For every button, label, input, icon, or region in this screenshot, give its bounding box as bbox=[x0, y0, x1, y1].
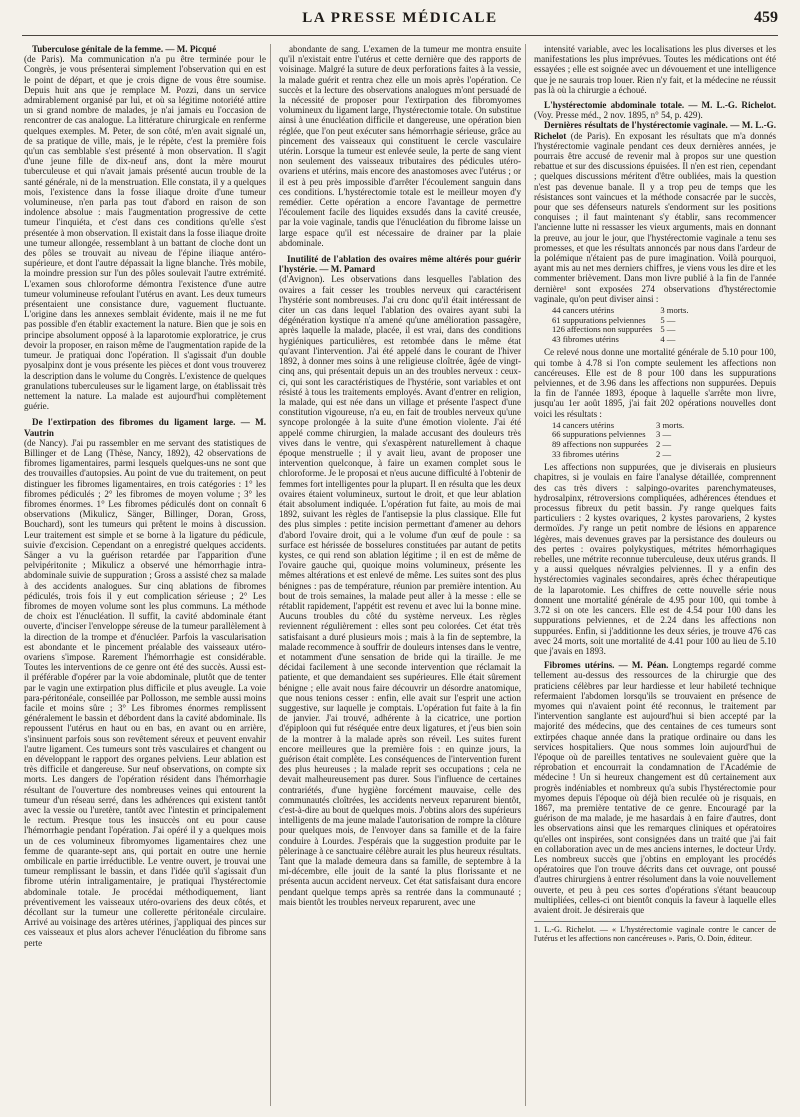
section-body: (d'Avignon). Les observations dans lesquelles l'ablation des ovaires a fait cesser les troubles nerveux qui caractérisent l'hystérie sont nombreuses. J'ai cru donc qu'il était intéressant de citer un cas dans lequel l'ablation des ovaires ayant subi la dégénération kystique n'a amené qu'une amélioration passagère, après laquelle la malade, placée, il est vrai, dans des conditions hygiéniques particulières, est retombée dans le même état qu'avant l'intervention. J'ai été appelé dans le courant de l'hiver 1892, à donner mes soins à une religieuse cloîtrée, âgée de vingt-cinq ans, qui présentait depuis un an des troubles nerveux : ceux-ci, qui sont les caractéristiques de l'hystérie, sont variables et ont résisté à tous les traitements employés. Avant d'entrer en religion, la malade, qui est née dans un village et présente l'aspect d'une constitution vigoureuse, n'a eu, en fait de troubles nerveux qu'une syncope prolongée à la suite d'une émotion violente. J'ai été appelé comme chirurgien, la malade accusant des douleurs très vives dans le ventre, qui s'exaspèrent naturellement à chaque époque menstruelle ; il y avait lieu, avant de proposer une intervention quelconque, à faire un examen complet sous le chloroforme. Je le proposai et n'eus aucune difficulté à l'obtenir de femmes fort intelligentes pour la plupart. Il en résulta que les deux ovaires étaient volumineux, surtout le droit, et que leur ablation était absolument indiquée. L'opération fut faite, au mois de mai 1892, suivant les règles de l'antisepsie la plus classique. Elle fut des plus simples : petite incision permettant d'amener au dehors d'abord l'ovaire droit, qui a le volume d'un œuf de poule : sa surface est hérissée de bosselures constituées par autant de petits kystes, ce qui rend son ablation légitime ; il en est de même de l'ovaire gauche qui, quoique moins volumineux, présente les mêmes altérations et est enlevé de même. Les suites sont des plus bénignes : pas de température, réunion par première intention. Au bout de trois semaines, la malade peut aller à la messe : elle se rétablit rapidement, l'appétit est revenu et avec lui la bonne mine. Aucuns troubles du côté du système nerveux. Les règles reviennent régulièrement : elles sont peu colorées. Cet état très satisfaisant a duré plusieurs mois ; mais à la fin de septembre, la malade recommence à souffrir de douleurs intenses dans le ventre, et notamment d'une sensation de bride qui la tiraille. Je me décidai facilement à une seconde intervention que réclamait la patiente, et que demandaient ses supérieures. Elle était sûrement bénigne ; elle avait nous faire découvrir un désordre anatomique, que nous tenions cesser : enfin, elle avait sur l'esprit une action suggestive, sur laquelle je comptais. L'opération fut faite à la fin de janvier. J'ai trouvé, adhérente à la cicatrice, une portion d'épiploon qui fut réséquée entre deux ligatures, et j'eus bien soin de la montrer à la malade après son réveil. Les suites furent encore meilleures que la première fois : en quinze jours, la guérison était complète. Les conséquences de l'intervention furent des plus heureuses ; la malade reprit ses occupations ; cela ne devait malheureusement pas durer. Sous l'influence de certaines contrariétés, d'une hygiène forcément mauvaise, celle des communautés cloîtrées, les accidents nerveux reparurent bientôt, c'est-à-dire au bout de quelques mois. J'obtins alors des supérieurs intelligents de ma jeune malade l'autorisation de rompre la clôture pour quelques mois, de l'envoyer dans sa famille et de la faire conduire à Lourdes. J'espérais que la suggestion produite par le pèlerinage à ce sanctuaire célèbre aurait les plus heureux résultats. Tant que la malade demeura dans sa famille, de septembre à la mi-décembre, elle jouit de la santé la plus florissante et ne présenta aucun accident nerveux. Cet état satisfaisant dura encore pendant quelque temps après sa rentrée dans la communauté ; mais bientôt les troubles nerveux reparurent, avec une bbox=[279, 274, 521, 907]
section-body: intensité variable, avec les localisations les plus diverses et les manifestations les plus imprévues. Toutes les médications ont été essayées ; elle est soignée avec un dévouement et une intelligence que je ne saurais trop louer. Rien n'y fait, et la médecine ne réussit pas là où la chirurgie a échoué. bbox=[534, 44, 776, 95]
section-heading: L'hystérectomie abdominale totale. — M. L.-G. Richelot. bbox=[544, 100, 776, 111]
section-body: (de Paris). Ma communication n'a pu être terminée pour le Congrès, je vous présenterai simplement l'observation qui en est le point de départ, et que je crois digne de vous être soumise. Depuis huit ans que je remplace M. Pozzi, dans un service admirablement organisé par lui, et où sa légitime notoriété attire un si grand nombre de malades, je n'ai jamais eu l'occasion de rencontrer de cas analogue. La littérature chirurgicale en renferme quelques exemples. M. Peter, de son côté, m'en avait signalé un, de sa pratique de ville, mais, je le répète, c'est la première fois qu'un cas semblable s'est présenté à mon observation. Il s'agit d'une jeune fille de dix-neuf ans, dont la mère mourut tuberculeuse et qui n'avait jamais présenté aucun trouble de la santé générale, ni de la menstruation. Elle constata, il y a quelques mois, l'existence dans la fosse iliaque droite d'une tumeur volumineuse, n'en parla pas tout d'abord en raison de son indolence absolue : mais l'augmentation progressive de cette tumeur l'inquiéta, et c'est dans ces conditions qu'elle s'est présentée à mon observation. Il existait dans la fosse iliaque droite une tumeur allongée, ressemblant à un battant de cloche dont un des pôles se trouvait au niveau de l'épine iliaque antéro-supérieure, et dont l'autre dépassait la ligne blanche. Très mobile, la moindre pression sur l'un des pôles soulevait l'autre extrémité. L'examen sous chloroforme démontra l'existence d'une autre tumeur volumineuse refoulant l'utérus en avant. Les deux tumeurs présentaient une consistance dure, vaguement fluctuante. L'origine dans les annexes semblait évidente, mais il ne me fut pas possible d'en établir exactement la nature. Bien que je sois en principe absolument opposé à la laparotomie exploratrice, je crus devoir la proposer, en raison même de l'augmentation rapide de la tumeur. Je pratiquai donc l'opération. Il s'agissait d'un double pyosalpinx dont je vous présente les pièces et dont vous trouverez la description dans le volume du Congrès. L'existence de quelques granulations tuberculeuses sur le ligament large, on établissait très nettement la nature. La malade est aujourd'hui complètement guérie. bbox=[24, 54, 266, 412]
section-heading: Dernières résultats de l'hystérectomie vaginale. — M. L.-G. Richelot bbox=[534, 120, 776, 141]
footnote: 1. L.-G. Richelot. — « L'hystérectomie vaginale contre le cancer de l'utérus et les affections non cancéreuses ». Paris, O. Doin, éditeur. bbox=[534, 921, 776, 943]
article-columns bbox=[24, 44, 776, 1106]
section-body: Les affections non suppurées, que je diviserais en plusieurs chapitres, si je voulais en faire l'analyse détaillée, comprennent des cas très divers : salpingo-ovarites parenchymateuses, hydrosalpinx, rétroversions compliquées, adhérences étendues et processus fibreux du petit bassin. J'y range quelques faits particuliers : 2 kystes ovariques, 2 kystes parovariens, 2 kystes dermoïdes. J'y range un petit nombre de lésions en apparence légères, mais devenues graves par la persistance des douleurs ou des pertes : ovaires polykystiques, métrites hémorrhagiques rebelles, une métrite reconnue tuberculeuse, deux utérus grands. Il y a aussi quelques névralgies pelviennes. Il y a enfin des hystérectomies vaginales secondaires, après échec thérapeutique de la laparotomie. Les chiffres de cette nouvelle série nous donnent une mortalité générale de 4.95 pour 100, qui tombe à 3.72 si on ote les cancers. Elle est de 4.54 pour 100 dans les suppurations pelviennes, et de 2.24 dans les affections non suppurées. Enfin, si j'additionne les deux séries, je trouve 476 cas avec 24 morts, soit une mortalité de 4.41 pour 100 au lieu de 5.10 que j'avais en 1893. bbox=[534, 462, 776, 656]
table-cell: 43 fibromes utérins bbox=[552, 333, 619, 344]
table-cell: 126 affections non suppurées bbox=[552, 324, 653, 335]
table-cell: 2 — bbox=[656, 448, 672, 459]
table-cell: 2 — bbox=[656, 439, 672, 450]
section-heading: Fibromes utérins. — M. Péan. bbox=[544, 660, 669, 671]
table-row bbox=[548, 335, 693, 345]
column-1 bbox=[24, 44, 271, 1106]
results-table-2 bbox=[548, 421, 688, 459]
table-cell: 61 suppurations pelviennes bbox=[552, 314, 646, 325]
section-heading: De l'extirpation des fibromes du ligament large. — M. Vautrin bbox=[24, 417, 266, 438]
table-cell: 5 — bbox=[660, 314, 676, 325]
header-rule bbox=[22, 35, 778, 36]
table-cell: 5 — bbox=[660, 324, 676, 335]
table-cell: 89 affections non suppurées bbox=[552, 439, 649, 450]
section-body: Ce relevé nous donne une mortalité générale de 5.10 pour 100, qui tombe à 4.78 si l'on compte seulement les affections non cancéreuses. Elle est de 8 pour 100 dans les suppurations pelviennes, et de 3.96 dans les affections non suppurées. Depuis la fin de l'année 1893, époque à laquelle s'arrête mon livre, jusqu'au 1er août 1895, j'ai fait 202 opérations nouvelles dont voici les résultats : bbox=[534, 347, 776, 419]
table-cell: 3 — bbox=[656, 429, 672, 440]
results-table-1 bbox=[548, 306, 693, 344]
section-body: abondante de sang. L'examen de la tumeur me montra ensuite qu'il n'existait entre l'utérus et cette dernière que des rapports de voisinage. Malgré la suture de deux perforations faites à la vessie, la malade guérit et rentra chez elle un mois après l'opération. Ce succès et la lecture des observations analogues m'ont persuadé de la nécessité de proposer pour l'extirpation des fibromyomes volumineux du ligament large, l'hystérectomie totale. On substitue ainsi à une énucléation difficile et dangereuse, une opération bien réglée, que l'on peut exécuter sans hémorrhagie sérieuse, grâce au pincement des vaisseaux qui constituent le cercle vasculaire utérin. Lorsque la tumeur est enlevée seule, la perte de sang vient non seulement des vaisseaux tributaires des pédicules utéro-ovariens et utérins, mais encore des anastomoses avec l'utérus ; or il est à peu près impossible d'arrêter l'écoulement sanguin dans ces conditions. L'hystérectomie totale est le meilleur moyen d'y remédier. Cette opération a encore l'avantage de permettre l'écoulement facile des liquides exsudés dans la cavité creusée, par la voie vaginale, tandis que l'énucléation du fibrome laisse un large espace qu'il est nécessaire de drainer par la plaie abdominale. bbox=[279, 44, 521, 248]
section-heading: Inutilité de l'ablation des ovaires même altérés pour guérir l'hystérie. — M. Pamard bbox=[279, 254, 521, 275]
table-cell: 44 cancers utérins bbox=[552, 305, 615, 316]
page-header bbox=[22, 6, 778, 36]
table-cell: 3 morts. bbox=[660, 305, 689, 316]
section-reference: (Voy. Presse méd., 2 nov. 1895, n° 54, p. 429). bbox=[534, 110, 703, 121]
table-cell: 3 morts. bbox=[656, 419, 685, 430]
section-body: Longtemps regardé comme tellement au-dessus des ressources de la chirurgie que des praticiens célèbres par leur hardiesse et leur habileté technique refermaient l'abdomen lorsqu'ils se trouvaient en présence de myomes qui n'avaient point été reconnus, le traitement par l'intervention sanglante est aujourd'hui si bien accepté par la majorité des médecins, que des centaines de ces tumeurs sont extirpées chaque année dans la pratique ordinaire ou dans les services hospitaliers. Que nous sommes loin aujourd'hui de l'époque où de pareilles tentatives ne soulevaient guère que la réprobation et encourrait la condamnation de l'Académie de médecine ! Un si heureux changement est dû certainement aux progrès indéniables et nombreux qu'a subis l'hystérectomie pour myomes depuis l'époque où déjà bien reculée où je risquais, en 1867, ma première tentative de ce genre. Encouragé par la guérison de ma malade, je me hasardais à en faire d'autres, dont les observations ainsi que les remarques cliniques et opératoires qu'elles ont inspirées, sont consignées dans un traité que j'ai fait en collaboration avec un de mes anciens internes, le docteur Urdy. Les nombreux succès que j'obtins en employant les procédés opératoires que l'on trouve décrits dans cet ouvrage, ont poussé d'autres chirurgiens à entrer résolument dans la voie nouvellement ouverte, et peu à peu ces sortes d'opérations s'étant beaucoup multipliées, celles-ci ont bientôt conquis la faveur à laquelle elles avaient droit. Je désirerais que bbox=[534, 660, 776, 915]
table-cell: 14 cancers utérins bbox=[552, 419, 615, 430]
table-cell: 66 suppurations pelviennes bbox=[552, 429, 646, 440]
journal-title: LA PRESSE MÉDICALE bbox=[302, 10, 498, 26]
page-number: 459 bbox=[754, 9, 778, 26]
column-2 bbox=[279, 44, 526, 1106]
column-3 bbox=[534, 44, 776, 1106]
table-cell: 33 fibromes utérins bbox=[552, 448, 619, 459]
table-cell: 4 — bbox=[660, 333, 676, 344]
section-body: (de Nancy). J'ai pu rassembler en me servant des statistiques de Billinger et de Lang (Thèse, Nancy, 1892), 42 observations de fibromes ligamentaires, parmi lesquels quelques-uns ne sont que des trouvailles d'autopsies. Au point de vue du traitement, on peut distinguer les fibromes ligamentaires, en trois catégories : 1° les fibromes pédiculés ; 2° les fibromes de moyen volume ; 3° les fibromes énormes. 1° Les fibromes pédiculés dont on connaît 6 observations (Mikulicz, Sänger, Billinger, Doran, Gross, Bouchard), sont les tumeurs qui prêtent le moins à discussion. Leur traitement est simple et se borne à la ligature du pédicule, suivie d'excision. Cependant on a enregistré quelques accidents. Sänger a vu la guérison retardée par l'apparition d'une pelvipéritonite ; Mikulicz a observé une hémorrhagie intra-abdominale suivie de suppuration ; Gross a assisté chez sa malade à des accidents analogues. Sur cinq ablations de fibromes pédiculés, trois fois il y eut complication sérieuse ; 2° Les fibromes de moyen volume sont les plus communs. La méthode de choix est l'énucléation. Il suffit, la cavité abdominale étant ouverte, d'inciser l'enveloppe séreuse de la tumeur parallèlement à la direction de la trompe et d'énucléer. Parfois la vascularisation est abondante et le pincement préalable des vaisseaux utéro-ovariens s'impose. Rarement l'hémorrhagie est considérable. Toutes les interventions de ce genre ont été des succès. Aussi est-il préférable d'opérer par la voie abdominale, plutôt que de tenter par le vagin une extirpation plus difficile et plus aveugle. La voie para-péritonéale, conseillée par Pollosson, me semble aussi moins facile et moins sûre ; 3° Les fibromes énormes remplissent généralement le bassin et débordent dans la cavité abdominale. Ils repoussent l'utérus en haut ou en bas, en avant ou en arrière, s'insinuent parfois sous son revêtement séreux et peuvent envahir l'autre ligament. Ces tumeurs sont très vasculaires et changent ou en développant le rapport des organes pelviens. Leur ablation est très difficile et dangereuse. Sur neuf observations, on compte six morts. Les dangers de l'opération résident dans l'hémorrhagie résultant de l'ouverture des nombreuses veines qui entourent la tumeur d'un réseau serré, dans les adhérences qui existent tantôt avec la vessie ou l'uretère, tantôt avec l'intestin et principalement le rectum. Presque tous les insuccès ont eu pour cause l'hémorrhagie pendant l'opération. J'ai opéré il y a quelques mois un de ces volumineux fibromyomes ligamentaires chez une femme de quarante-sept ans, qui portait en outre une hernie ombilicale en partie irréductible. Le ventre ouvert, je trouvai une tumeur remplissant le bassin, et dans l'idée qu'il s'agissait d'un fibrome utérin intraligamentaire, je pratiquai l'hystérectomie abdominale totale. Je procédai méthodiquement, liant préventivement les vaisseaux utéro-ovariens des deux côtés, et décollant sur la tumeur une collerette péritonéale circulaire. Arrivé au voisinage des artères utérines, j'appliquai des pinces sur ces vaisseaux et plus alors achever l'énucléation du fibrome sans perte bbox=[24, 437, 266, 948]
section-heading: Tuberculose génitale de la femme. — M. Picqué bbox=[32, 44, 217, 54]
table-row bbox=[548, 450, 688, 460]
section-body: (de Paris). En exposant les résultats que m'a donnés l'hystérectomie vaginale pendant ces deux dernières années, je pourrais être accusé de revenir mal à propos sur une question rebattue et sur des discussions épuisées. Il n'en est rien, cependant ; quelques discussions méritent d'être oubliées, mais la question n'est pas devenue banale. Il y a trop peu de temps que les résistances sont vaincues et la méthode consacrée par le succès, pour que ses défenseurs naturels s'endorment sur les positions conquises ; il faut maintenant s'y établir, sans recommencer l'ancienne lutte ni ressasser les vieux arguments, mais en donnant la preuve, au jour le jour, que l'hystérectomie vaginale a tenu ses promesses, et que les résultats annoncés par nous dans l'ardeur de la polémique n'étaient pas de pure imagination. Voilà pourquoi, ayant mis au net mes derniers chiffres, je viens vous les dire et les commenter brièvement. Dans mon livre publié à la fin de l'année dernière¹ sont exposées 274 observations d'hystérectomie vaginale, qu'on peut diviser ainsi : bbox=[534, 130, 776, 304]
